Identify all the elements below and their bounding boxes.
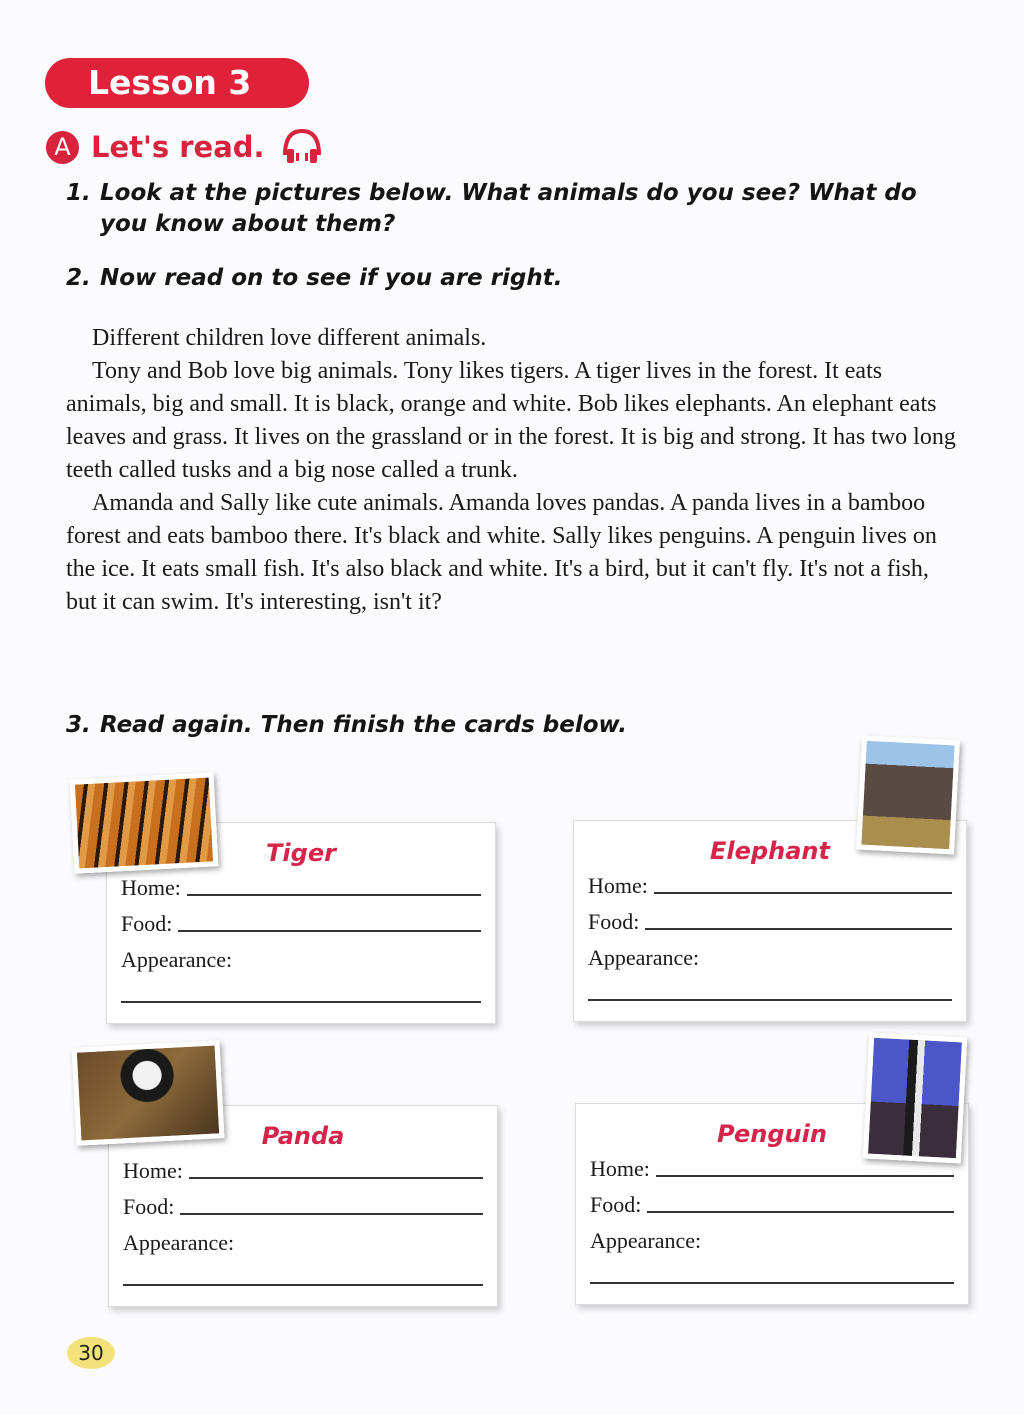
appearance-answer-line[interactable] xyxy=(123,1284,483,1286)
instruction-text: Now read on to see if you are right. xyxy=(100,265,563,291)
food-label: Food: xyxy=(588,909,640,934)
instruction-1 xyxy=(66,178,917,240)
appearance-answer-line[interactable] xyxy=(121,1001,481,1003)
instruction-number: 3. xyxy=(66,712,91,738)
appearance-answer-line[interactable] xyxy=(588,999,952,1001)
food-answer-line[interactable] xyxy=(647,1210,954,1213)
appearance-label: Appearance: xyxy=(123,1230,235,1255)
appearance-label: Appearance: xyxy=(588,945,700,970)
home-answer-line[interactable] xyxy=(656,1174,954,1177)
instruction-2 xyxy=(66,263,562,294)
appearance-label: Appearance: xyxy=(590,1228,702,1253)
card-title: Elephant xyxy=(710,837,830,865)
food-answer-line[interactable] xyxy=(180,1212,483,1215)
instruction-text-cont: you know about them? xyxy=(100,211,396,237)
instruction-number: 1. xyxy=(66,180,91,206)
reading-passage xyxy=(66,322,956,619)
page-number: 30 xyxy=(67,1337,115,1369)
lesson-title-badge: Lesson 3 xyxy=(45,58,309,108)
penguin-photo xyxy=(863,1033,967,1164)
home-label: Home: xyxy=(123,1158,183,1183)
card-title: Tiger xyxy=(266,839,336,867)
paragraph: Tony and Bob love big animals. Tony likes tigers. A tiger lives in the forest. It eats animals, big and small. It is black, orange and white. Bob likes elephants. An elephant eats leaves and grass. It lives on the grassland or in the forest. It is big and strong. It has two long teeth called tusks and a big nose called a trunk. xyxy=(66,358,956,483)
headphones-icon[interactable] xyxy=(279,127,325,167)
tiger-photo xyxy=(70,772,219,873)
instruction-text: Read again. Then finish the cards below. xyxy=(100,712,628,738)
section-a-header xyxy=(46,128,325,166)
home-answer-line[interactable] xyxy=(654,891,952,894)
home-label: Home: xyxy=(588,873,648,898)
instruction-text: Look at the pictures below. What animals do you see? What do xyxy=(100,180,917,206)
card-title: Penguin xyxy=(717,1120,827,1148)
home-answer-line[interactable] xyxy=(187,893,481,896)
home-label: Home: xyxy=(121,875,181,900)
section-title: Let's read. xyxy=(91,130,265,164)
card-title: Panda xyxy=(261,1122,345,1150)
paragraph: Different children love different animals. xyxy=(92,325,487,351)
appearance-label: Appearance: xyxy=(121,947,233,972)
food-label: Food: xyxy=(121,911,173,936)
paragraph: Amanda and Sally like cute animals. Amanda loves pandas. A panda lives in a bamboo forest and eats bamboo there. It's black and white. Sally likes penguins. A penguin lives on the ice. It eats small fish. It's also black and white. It's a bird, but it can't fly. It's not a fish, but it can swim. It's interesting, isn't it? xyxy=(66,490,937,615)
panda-photo xyxy=(72,1040,225,1146)
instruction-3 xyxy=(66,710,627,741)
home-label: Home: xyxy=(590,1156,650,1181)
appearance-answer-line[interactable] xyxy=(590,1282,954,1284)
food-answer-line[interactable] xyxy=(178,929,481,932)
instruction-number: 2. xyxy=(66,265,91,291)
food-label: Food: xyxy=(123,1194,175,1219)
elephant-photo xyxy=(856,736,960,855)
food-answer-line[interactable] xyxy=(645,927,952,930)
section-marker: A xyxy=(46,131,79,164)
home-answer-line[interactable] xyxy=(189,1176,483,1179)
food-label: Food: xyxy=(590,1192,642,1217)
